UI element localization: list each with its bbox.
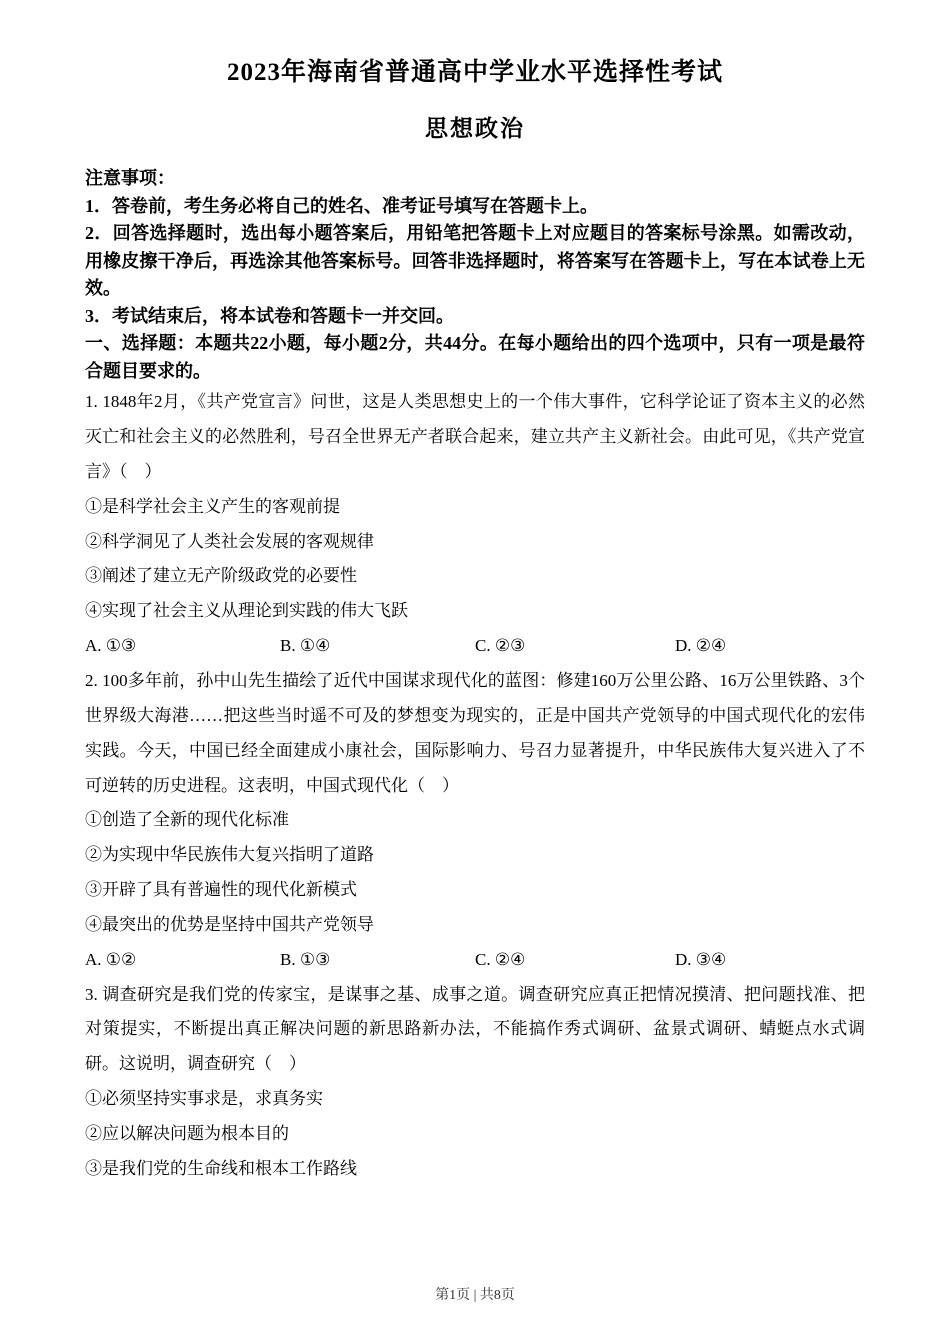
choice-item: ②科学洞见了人类社会发展的客观规律 — [85, 531, 374, 551]
choice-item: ③是我们党的生命线和根本工作路线 — [85, 1158, 357, 1178]
choice-item: ③阐述了建立无产阶级政党的必要性 — [85, 566, 357, 586]
option-d: D. ③④ — [675, 949, 727, 969]
choice-item: ①必须坚持实事求是，求真务实 — [85, 1089, 323, 1109]
question-1 — [85, 385, 865, 664]
choice-item: ①是科学社会主义产生的客观前提 — [85, 496, 340, 516]
exam-title: 2023年海南省普通高中学业水平选择性考试 — [226, 59, 723, 86]
section-header: 一、选择题：本题共22小题，每小题2分，共44分。在每小题给出的四个选项中，只有一项是最符合题目要求的。 — [85, 333, 865, 381]
choice-item: ④实现了社会主义从理论到实践的伟大飞跃 — [85, 601, 408, 621]
option-d: D. ②④ — [675, 636, 727, 656]
choice-item: ②为实现中华民族伟大复兴指明了道路 — [85, 845, 374, 865]
option-c: C. ②③ — [475, 636, 526, 656]
option-b: B. ①④ — [280, 636, 331, 656]
question-stem: 3. 调查研究是我们党的传家宝，是谋事之基、成事之道。调查研究应真正把情况摸清、把问题找准、把对策提实，不断提出真正解决问题的新思路新办法，不能搞作秀式调研、盆景式调研、蜻蜓点水式调研。这说明，调查研究（ ） — [85, 984, 865, 1074]
question-stem: 2. 100多年前，孙中山先生描绘了近代中国谋求现代化的蓝图：修建160万公里公路、16万公里铁路、3个世界级大海港……把这些当时遥不可及的梦想变为现实的，正是中国共产党领导的中国式现代化的宏伟实践。今天，中国已经全面建成小康社会，国际影响力、号召力显著提升，中华民族伟大复兴进入了不可逆转的历史进程。这表明，中国式现代化（ ） — [85, 671, 865, 795]
notice-section — [85, 165, 865, 330]
exam-subject: 思想政治 — [425, 116, 525, 141]
question-2 — [85, 664, 865, 978]
question-3 — [85, 978, 865, 1187]
notice-item: 1．答卷前，考生务必将自己的姓名、准考证号填写在答题卡上。 — [85, 195, 598, 216]
option-a: A. ①② — [85, 949, 137, 969]
question-list — [85, 385, 865, 1186]
notice-item: 3．考试结束后，将本试卷和答题卡一并交回。 — [85, 305, 454, 326]
option-b: B. ①③ — [280, 949, 331, 969]
choice-item: ③开辟了具有普遍性的现代化新模式 — [85, 880, 357, 900]
options-row — [85, 943, 865, 978]
choice-item: ④最突出的优势是坚持中国共产党领导 — [85, 914, 374, 934]
options-row — [85, 629, 865, 664]
option-a: A. ①③ — [85, 636, 137, 656]
option-c: C. ②④ — [475, 949, 526, 969]
notice-heading: 注意事项： — [85, 168, 175, 188]
notice-item: 2．回答选择题时，选出每小题答案后，用铅笔把答题卡上对应题目的答案标号涂黑。如需改动，用橡皮擦干净后，再选涂其他答案标号。回答非选择题时，将答案写在答题卡上，写在本试卷上无效。 — [85, 223, 865, 299]
question-stem: 1. 1848年2月，《共产党宣言》问世，这是人类思想史上的一个伟大事件，它科学论证了资本主义的必然灭亡和社会主义的必然胜利，号召全世界无产者联合起来，建立共产主义新社会。由此可见，《共产党宣言》（ ） — [85, 392, 865, 481]
choice-item: ②应以解决问题为根本目的 — [85, 1123, 289, 1143]
page-footer: 第1页 | 共8页 — [435, 1288, 515, 1303]
choice-item: ①创造了全新的现代化标准 — [85, 810, 289, 830]
